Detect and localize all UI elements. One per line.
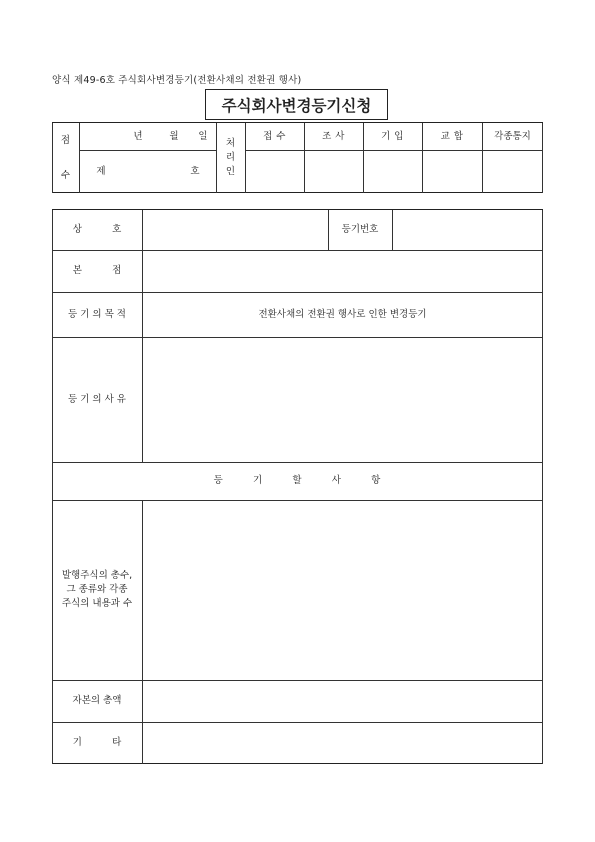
head-office-field[interactable] (143, 250, 542, 292)
processing-label: 처 리 인 (225, 138, 236, 177)
number-prefix-label: 제 (96, 165, 106, 177)
reg-number-field[interactable] (393, 210, 542, 250)
registration-table (52, 209, 543, 764)
number-suffix-label: 호 (190, 165, 200, 177)
receipt-label-bottom: 수 (60, 169, 71, 181)
shares-label: 발행주식의 총수, 그 종류와 각종 주식의 내용과 수 (61, 570, 133, 609)
capital-field[interactable] (143, 680, 542, 722)
matters-header: 등 기 할 사 항 (213, 475, 381, 487)
col-collation: 교 합 (440, 130, 464, 142)
form-title: 주식회사변경등기신청 (205, 89, 388, 120)
purpose-label: 등 기 의 목 적 (68, 308, 126, 320)
reason-label: 등 기 의 사 유 (68, 393, 126, 405)
capital-label: 자본의 총액 (72, 695, 122, 707)
trade-name-label: 상 호 (72, 224, 122, 236)
col-entry: 기 입 (381, 130, 404, 142)
other-label: 기 타 (72, 737, 122, 749)
other-field[interactable] (143, 722, 542, 764)
receipt-table (52, 122, 543, 193)
date-year-label: 년 (133, 130, 143, 142)
reg-number-label: 등기번호 (341, 224, 379, 236)
col-notification: 각종통지 (494, 130, 531, 142)
shares-field[interactable] (143, 500, 542, 680)
date-day-label: 일 (198, 130, 208, 142)
receipt-label-top: 점 (60, 134, 71, 146)
reason-field[interactable] (143, 337, 542, 462)
form-id: 양식 제49-6호 주식회사변경등기(전환사채의 전환권 행사) (52, 75, 302, 86)
head-office-label: 본 점 (72, 265, 122, 277)
purpose-value[interactable]: 전환사채의 전환권 행사로 인한 변경등기 (258, 308, 427, 320)
col-receipt: 접 수 (263, 130, 286, 142)
trade-name-field[interactable] (143, 210, 328, 250)
col-review: 조 사 (322, 130, 345, 142)
date-month-label: 월 (169, 130, 179, 142)
